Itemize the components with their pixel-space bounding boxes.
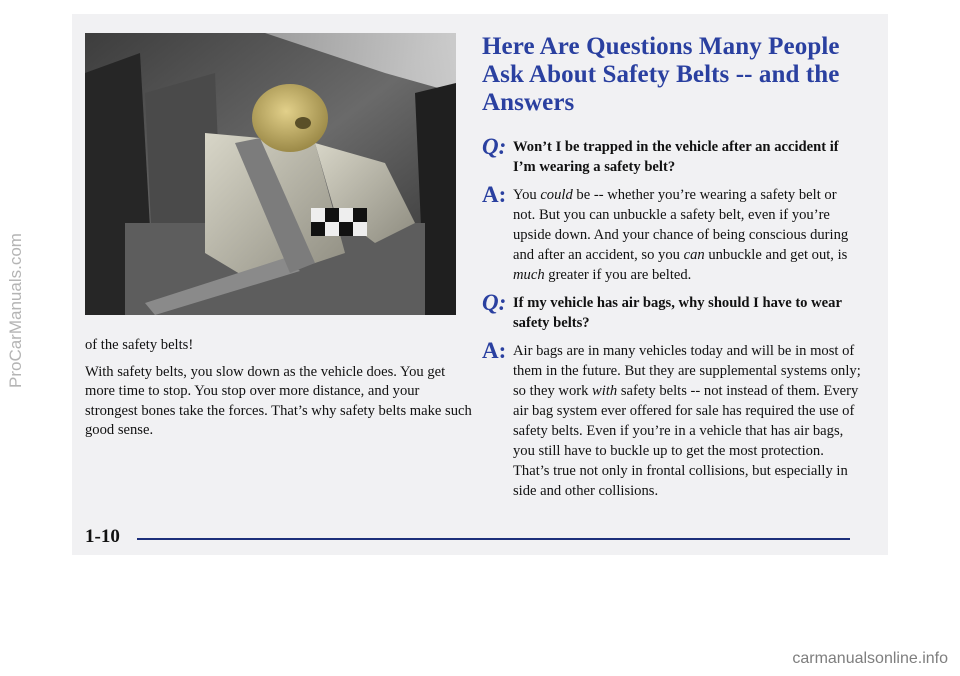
footer-rule — [137, 538, 850, 540]
answer-1-part: greater if you are belted. — [544, 267, 692, 283]
question-mark-label: Q: — [482, 134, 507, 159]
answer-2-part: safety belts -- not instead of them. Every air bag system ever offered for sale has required the use of safety belts. Even if you’re in a vehicle that has air bags, you still have to buckle up to get the most protection. That’s true not only in frontal collisions, but especially in side and other collisions. — [513, 383, 859, 499]
bottom-watermark: carmanualsonline.info — [792, 650, 948, 667]
side-watermark: ProCarManuals.com — [6, 233, 25, 388]
answer-mark-label: A: — [482, 182, 507, 207]
answer-1-emphasis: much — [513, 267, 545, 283]
answer-2-text — [513, 341, 862, 501]
answer-2-emphasis: with — [592, 383, 618, 399]
page-footer — [85, 526, 850, 548]
question-2 — [482, 290, 862, 333]
page-number: 1-10 — [85, 526, 120, 547]
answer-2 — [482, 338, 862, 501]
answer-1-part: be -- whether you’re wearing a safety belt or not. But you can unbuckle a safety belt, even if you’re upside down. And your chance of being conscious during and after an accident, so you — [513, 187, 849, 263]
section-title: Here Are Questions Many People Ask About Safety Belts -- and the Answers — [482, 33, 840, 116]
left-column-text — [85, 336, 475, 448]
question-2-text: If my vehicle has air bags, why should I have to wear safety belts? — [513, 295, 842, 331]
question-1 — [482, 134, 862, 177]
answer-1-emphasis: can — [683, 247, 705, 263]
answer-mark-label: A: — [482, 338, 507, 363]
answer-1-emphasis: could — [540, 187, 573, 203]
answer-1-part: unbuckle and get out, is — [704, 247, 848, 263]
question-1-text: Won’t I be trapped in the vehicle after an accident if I’m wearing a safety belt? — [513, 139, 839, 175]
crash-test-dummy-photo — [85, 33, 456, 315]
answer-1 — [482, 182, 862, 285]
left-paragraph: With safety belts, you slow down as the vehicle does. You get more time to stop. You stop over more distance, and your strongest bones take the forces. That’s why safety belts make such good sense. — [85, 363, 472, 438]
answer-2-part: Air bags are in many vehicles today and will be in most of them in the future. But they are supplemental systems only; so they work — [513, 343, 861, 399]
answer-1-part: You — [513, 187, 541, 203]
right-column — [482, 33, 862, 501]
answer-1-text — [513, 185, 862, 285]
question-mark-label: Q: — [482, 290, 507, 315]
caption-line: of the safety belts! — [85, 337, 194, 353]
crash-test-dummy-illustration — [85, 33, 456, 315]
